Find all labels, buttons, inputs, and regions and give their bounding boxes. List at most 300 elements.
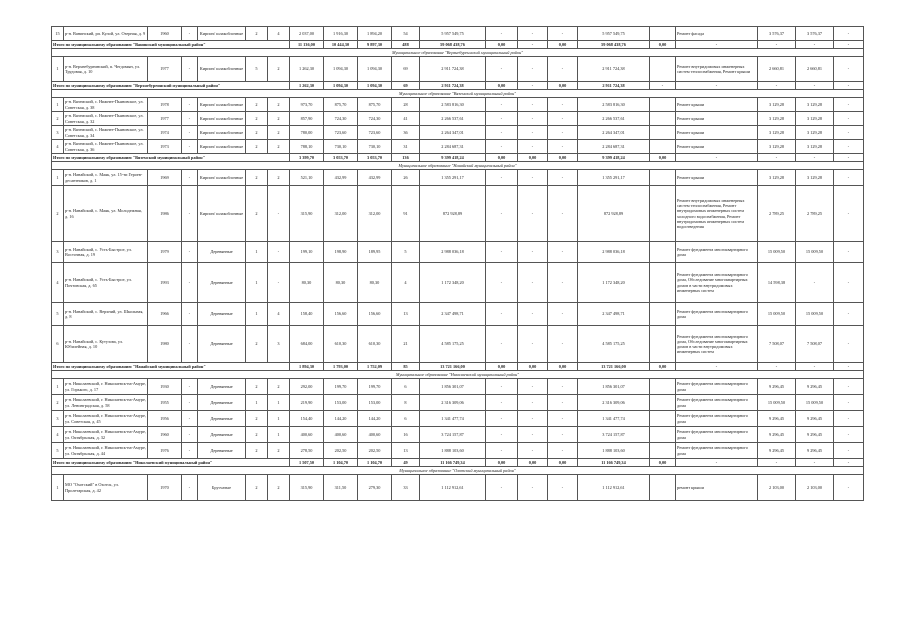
local-budget-cell: - bbox=[548, 263, 578, 303]
living-area-cell: 724,30 bbox=[358, 112, 392, 126]
subtotal-label: Итого по муниципальному образованию "Вяземский муниципальный район" bbox=[52, 154, 290, 162]
area-cell: 730,10 bbox=[324, 140, 358, 154]
deadline-cell: - bbox=[834, 427, 864, 443]
work-type-cell: Ремонт крыши bbox=[676, 170, 758, 186]
unit-cost-cell: 9 296,45 bbox=[758, 379, 796, 395]
regional-budget-cell: - bbox=[518, 263, 548, 303]
empty-cell bbox=[650, 140, 676, 154]
empty-cell bbox=[650, 186, 676, 242]
fund-cell: - bbox=[486, 475, 518, 501]
subtotal-living-area: 1 104,70 bbox=[358, 459, 392, 467]
total-area-cell: 780,00 bbox=[290, 126, 324, 140]
total-area-cell: 1 262,30 bbox=[290, 57, 324, 82]
living-area-cell: 1 094,30 bbox=[358, 57, 392, 82]
owners-funds-cell: 2 264 347,01 bbox=[578, 126, 650, 140]
owners-funds-cell: 2 316 309,06 bbox=[578, 395, 650, 411]
floors-cell: 2 bbox=[246, 27, 268, 41]
max-unit-cost-cell: 15 009,50 bbox=[796, 242, 834, 263]
unit-cost-cell: 2 103,00 bbox=[758, 475, 796, 501]
area-cell: 198,90 bbox=[324, 242, 358, 263]
row-number: 1 bbox=[52, 98, 64, 112]
floors-cell: 2 bbox=[246, 443, 268, 459]
area-cell: 432,99 bbox=[324, 170, 358, 186]
subtotal-local-budget: 0,00 bbox=[548, 154, 578, 162]
row-number: 2 bbox=[52, 112, 64, 126]
subtotal-residents: 49 bbox=[392, 459, 420, 467]
dash-cell: - bbox=[182, 379, 198, 395]
fund-cell: - bbox=[486, 170, 518, 186]
subtotal-local-budget: 0,00 bbox=[548, 41, 578, 49]
unit-cost-cell: 15 009,50 bbox=[758, 242, 796, 263]
total-area-cell: 199,10 bbox=[290, 242, 324, 263]
wall-material-cell: Брусчатые bbox=[198, 475, 246, 501]
row-number: 1 bbox=[52, 475, 64, 501]
living-area-cell: 432,99 bbox=[358, 170, 392, 186]
year-cell: 1956 bbox=[148, 411, 182, 427]
wall-material-cell: Деревянные bbox=[198, 443, 246, 459]
address-cell: р-н. Нанайский, с. Усть-Быстрое, ул. Восточная, д. 19 bbox=[64, 242, 148, 263]
address-cell: р-н. Верхнебуреинский, п. Чегдомын, ул. Трудовая, д. 10 bbox=[64, 57, 148, 82]
floors-cell: 2 bbox=[246, 170, 268, 186]
dash-cell: - bbox=[182, 303, 198, 326]
floors-cell: 2 bbox=[246, 427, 268, 443]
floors-cell: 2 bbox=[246, 98, 268, 112]
fund-cell: - bbox=[486, 112, 518, 126]
entrances-cell: 2 bbox=[268, 443, 290, 459]
dash-cell: - bbox=[182, 443, 198, 459]
entrances-cell: 1 bbox=[268, 411, 290, 427]
subtotal-living-area: 9 897,30 bbox=[358, 41, 392, 49]
area-cell: 202,50 bbox=[324, 443, 358, 459]
floors-cell: 1 bbox=[246, 395, 268, 411]
subtotal-row bbox=[52, 363, 864, 371]
year-cell: 1977 bbox=[148, 57, 182, 82]
residents-cell: 31 bbox=[392, 140, 420, 154]
local-budget-cell: - bbox=[548, 140, 578, 154]
cost-total-cell: 1 355 291,17 bbox=[420, 170, 486, 186]
entrances-cell: 1 bbox=[268, 427, 290, 443]
unit-cost-cell: 3 129,28 bbox=[758, 170, 796, 186]
dash-cell: - bbox=[182, 263, 198, 303]
section-heading: Муниципальное образование "Верхнебуреинский муниципальный район" bbox=[52, 49, 864, 57]
wall-material-cell: Кирпич/ шлакоблочные bbox=[198, 27, 246, 41]
year-cell: 1969 bbox=[148, 170, 182, 186]
max-unit-cost-cell: 9 296,45 bbox=[796, 411, 834, 427]
wall-material-cell: Кирпич/ шлакоблочные bbox=[198, 98, 246, 112]
entrances-cell: - bbox=[268, 242, 290, 263]
subtotal-max-unit-cost: - bbox=[796, 363, 834, 371]
subtotal-deadline: - bbox=[834, 459, 864, 467]
fund-cell: - bbox=[486, 126, 518, 140]
work-type-cell: Ремонт фундамента многоквартирного дома, Обследование многоквартирных домов в части внутридомовых инженерных систем bbox=[676, 326, 758, 363]
residents-cell: 6 bbox=[392, 411, 420, 427]
deadline-cell: - bbox=[834, 395, 864, 411]
empty-cell bbox=[650, 411, 676, 427]
section-heading-row bbox=[52, 162, 864, 170]
row-number: 1 bbox=[52, 57, 64, 82]
total-area-cell: 292,00 bbox=[290, 379, 324, 395]
table-row bbox=[52, 475, 864, 501]
fund-cell: - bbox=[486, 395, 518, 411]
table-row bbox=[52, 242, 864, 263]
area-cell: 1 094,30 bbox=[324, 57, 358, 82]
subtotal-regional-budget: - bbox=[518, 82, 548, 90]
wall-material-cell: Кирпич/ шлакоблочные bbox=[198, 186, 246, 242]
owners-funds-cell: 1 172 348,20 bbox=[578, 263, 650, 303]
subtotal-work: - bbox=[676, 363, 758, 371]
subtotal-cost: 11 166 749,34 bbox=[420, 459, 486, 467]
regional-budget-cell: - bbox=[518, 395, 548, 411]
row-number: 2 bbox=[52, 395, 64, 411]
subtotal-area: 1 094,30 bbox=[324, 82, 358, 90]
subtotal-cost: 59 068 438,76 bbox=[420, 41, 486, 49]
total-area-cell: 154,40 bbox=[290, 411, 324, 427]
section-heading-row bbox=[52, 49, 864, 57]
subtotal-cost: 13 721 166,00 bbox=[420, 363, 486, 371]
section-heading: Муниципальное образование "Охотский муниципальный район" bbox=[52, 467, 864, 475]
cost-total-cell: 1 112 912,61 bbox=[420, 475, 486, 501]
row-number: 2 bbox=[52, 186, 64, 242]
table-row bbox=[52, 379, 864, 395]
living-area-cell: 80,30 bbox=[358, 263, 392, 303]
max-unit-cost-cell: 9 296,45 bbox=[796, 427, 834, 443]
residents-cell: 36 bbox=[392, 126, 420, 140]
residents-cell: 91 bbox=[392, 186, 420, 242]
year-cell: 1993 bbox=[148, 263, 182, 303]
subtotal-owners-funds: 9 399 418,24 bbox=[578, 154, 650, 162]
entrances-cell: - bbox=[268, 186, 290, 242]
cost-total-cell: 2 266 537,61 bbox=[420, 112, 486, 126]
local-budget-cell: - bbox=[548, 57, 578, 82]
fund-cell: - bbox=[486, 186, 518, 242]
empty-cell bbox=[650, 27, 676, 41]
unit-cost-cell: 15 009,50 bbox=[758, 395, 796, 411]
row-number: 6 bbox=[52, 326, 64, 363]
area-cell: 144,20 bbox=[324, 411, 358, 427]
work-type-cell: Ремонт фундамента многоквартирного дома bbox=[676, 303, 758, 326]
unit-cost-cell: 14 598,38 bbox=[758, 263, 796, 303]
fund-cell: - bbox=[486, 303, 518, 326]
address-cell: р-н. Вяземский, с. Нижнее-Пьяновское, ул. Советская, д. 36 bbox=[64, 140, 148, 154]
subtotal-extra: - bbox=[650, 82, 676, 90]
wall-material-cell: Деревянные bbox=[198, 263, 246, 303]
entrances-cell: 2 bbox=[268, 475, 290, 501]
local-budget-cell: - bbox=[548, 170, 578, 186]
subtotal-local-budget: 0,00 bbox=[548, 363, 578, 371]
subtotal-fund: 0,00 bbox=[486, 82, 518, 90]
empty-cell bbox=[650, 326, 676, 363]
local-budget-cell: - bbox=[548, 112, 578, 126]
entrances-cell: 2 bbox=[268, 112, 290, 126]
living-area-cell: 144,20 bbox=[358, 411, 392, 427]
regional-budget-cell: - bbox=[518, 242, 548, 263]
table-row bbox=[52, 443, 864, 459]
area-cell: 153,00 bbox=[324, 395, 358, 411]
regional-budget-cell: - bbox=[518, 379, 548, 395]
subtotal-residents: 136 bbox=[392, 154, 420, 162]
total-area-cell: 278,50 bbox=[290, 443, 324, 459]
subtotal-area: 1 104,70 bbox=[324, 459, 358, 467]
max-unit-cost-cell: 2 660,81 bbox=[796, 57, 834, 82]
floors-cell: 1 bbox=[246, 303, 268, 326]
cost-total-cell: 1 856 301,07 bbox=[420, 379, 486, 395]
cost-total-cell: 2 988 036,18 bbox=[420, 242, 486, 263]
table-row bbox=[52, 112, 864, 126]
year-cell: 1960 bbox=[148, 27, 182, 41]
area-cell: 610,30 bbox=[324, 326, 358, 363]
table-row bbox=[52, 395, 864, 411]
subtotal-fund: 0,00 bbox=[486, 41, 518, 49]
living-area-cell: 199,70 bbox=[358, 379, 392, 395]
owners-funds-cell: 2 266 537,61 bbox=[578, 112, 650, 126]
max-unit-cost-cell: 15 009,50 bbox=[796, 395, 834, 411]
total-area-cell: 158,40 bbox=[290, 303, 324, 326]
work-type-cell: Ремонт фундамента многоквартирного дома bbox=[676, 242, 758, 263]
subtotal-total-area: 1 507,50 bbox=[290, 459, 324, 467]
empty-cell bbox=[650, 263, 676, 303]
local-budget-cell: - bbox=[548, 411, 578, 427]
area-cell: 875,70 bbox=[324, 98, 358, 112]
subtotal-extra: 0,00 bbox=[650, 41, 676, 49]
wall-material-cell: Деревянные bbox=[198, 242, 246, 263]
cost-total-cell: 2 264 347,01 bbox=[420, 126, 486, 140]
living-area-cell: 312,00 bbox=[358, 186, 392, 242]
subtotal-unit-cost: - bbox=[758, 154, 796, 162]
year-cell: 1976 bbox=[148, 443, 182, 459]
local-budget-cell: - bbox=[548, 27, 578, 41]
regional-budget-cell: - bbox=[518, 27, 548, 41]
living-area-cell: 189,95 bbox=[358, 242, 392, 263]
subtotal-max-unit-cost: - bbox=[796, 41, 834, 49]
address-cell: р-н. Нанайский, с. Маяк, ул. Молодежная, д. 16 bbox=[64, 186, 148, 242]
cost-total-cell: 2 583 816,30 bbox=[420, 98, 486, 112]
work-type-cell: ремонт крыши bbox=[676, 475, 758, 501]
year-cell: 1960 bbox=[148, 427, 182, 443]
subtotal-unit-cost: - bbox=[758, 82, 796, 90]
cost-total-cell: 872 928,89 bbox=[420, 186, 486, 242]
subtotal-work: - bbox=[676, 41, 758, 49]
section-heading-row bbox=[52, 90, 864, 98]
wall-material-cell: Деревянные bbox=[198, 395, 246, 411]
residents-cell: 21 bbox=[392, 326, 420, 363]
table-row bbox=[52, 98, 864, 112]
table-row bbox=[52, 411, 864, 427]
regional-budget-cell: - bbox=[518, 186, 548, 242]
empty-cell bbox=[650, 475, 676, 501]
living-area-cell: 610,30 bbox=[358, 326, 392, 363]
floors-cell: 2 bbox=[246, 379, 268, 395]
unit-cost-cell: 2 789,25 bbox=[758, 186, 796, 242]
deadline-cell: - bbox=[834, 242, 864, 263]
residents-cell: 8 bbox=[392, 395, 420, 411]
local-budget-cell: - bbox=[548, 475, 578, 501]
work-type-cell: Ремонт фундамента многоквартирного дома bbox=[676, 379, 758, 395]
owners-funds-cell: 2 284 687,31 bbox=[578, 140, 650, 154]
fund-cell: - bbox=[486, 263, 518, 303]
local-budget-cell: - bbox=[548, 303, 578, 326]
deadline-cell: - bbox=[834, 326, 864, 363]
dash-cell: - bbox=[182, 475, 198, 501]
work-type-cell: Ремонт фундамента многоквартирного дома bbox=[676, 411, 758, 427]
owners-funds-cell: 2 911 724,38 bbox=[578, 57, 650, 82]
dash-cell: - bbox=[182, 186, 198, 242]
address-cell: р-н. Нанайский, с. Кутузова, ул. Юбилейная, д. 10 bbox=[64, 326, 148, 363]
residents-cell: 4 bbox=[392, 263, 420, 303]
deadline-cell: - bbox=[834, 263, 864, 303]
subtotal-total-area: 1 894,30 bbox=[290, 363, 324, 371]
residents-cell: 69 bbox=[392, 57, 420, 82]
dash-cell: - bbox=[182, 395, 198, 411]
max-unit-cost-cell: 9 296,45 bbox=[796, 443, 834, 459]
living-area-cell: 723,60 bbox=[358, 126, 392, 140]
row-number: 4 bbox=[52, 140, 64, 154]
empty-cell bbox=[650, 170, 676, 186]
address-cell: р-н. Николаевский, г. Николаевск-на-Амуре, ул. Ленинградская, д. 58 bbox=[64, 395, 148, 411]
unit-cost-cell: 3 129,28 bbox=[758, 98, 796, 112]
table-row bbox=[52, 126, 864, 140]
regional-budget-cell: - bbox=[518, 427, 548, 443]
floors-cell: 1 bbox=[246, 263, 268, 303]
work-type-cell: Ремонт внутридомовых инженерных систем теплоснабжения, Ремонт внутридомовых инженерных систем холодного водоснабжения, Ремонт внутридомовых инженерных систем водоотведения bbox=[676, 186, 758, 242]
floors-cell: 2 bbox=[246, 326, 268, 363]
subtotal-area: 1 793,00 bbox=[324, 363, 358, 371]
subtotal-deadline: - bbox=[834, 41, 864, 49]
subtotal-living-area: 3 053,70 bbox=[358, 154, 392, 162]
owners-funds-cell: 3 724 157,87 bbox=[578, 427, 650, 443]
local-budget-cell: - bbox=[548, 326, 578, 363]
cost-total-cell: 2 284 687,31 bbox=[420, 140, 486, 154]
year-cell: 1978 bbox=[148, 98, 182, 112]
floors-cell: 2 bbox=[246, 186, 268, 242]
max-unit-cost-cell: 15 009,50 bbox=[796, 303, 834, 326]
section-heading-row bbox=[52, 371, 864, 379]
residents-cell: 13 bbox=[392, 303, 420, 326]
subtotal-residents: 69 bbox=[392, 82, 420, 90]
address-cell: р-н. Нанайский, с. Маяк, ул. 15-ти Героев-десантников, д. 1 bbox=[64, 170, 148, 186]
table-row bbox=[52, 27, 864, 41]
deadline-cell: - bbox=[834, 98, 864, 112]
entrances-cell: 2 bbox=[268, 170, 290, 186]
address-cell: р-н. Ванинский, рп. Кулой, ул. Озерная, д. 9 bbox=[64, 27, 148, 41]
work-type-cell: Ремонт фундамента многоквартирного дома bbox=[676, 427, 758, 443]
address-cell: р-н. Николаевский, г. Николаевск-на-Амуре, ул. Октябрьская, д. 44 bbox=[64, 443, 148, 459]
total-area-cell: 315,90 bbox=[290, 186, 324, 242]
empty-cell bbox=[650, 112, 676, 126]
total-area-cell: 80,30 bbox=[290, 263, 324, 303]
year-cell: 1955 bbox=[148, 395, 182, 411]
year-cell: 1973 bbox=[148, 140, 182, 154]
subtotal-owners-funds: 11 166 749,34 bbox=[578, 459, 650, 467]
floors-cell: 2 bbox=[246, 140, 268, 154]
dash-cell: - bbox=[182, 112, 198, 126]
entrances-cell: 2 bbox=[268, 140, 290, 154]
owners-funds-cell: 4 585 175,25 bbox=[578, 326, 650, 363]
year-cell: 1970 bbox=[148, 475, 182, 501]
total-area-cell: 2 037,00 bbox=[290, 27, 324, 41]
dash-cell: - bbox=[182, 126, 198, 140]
address-cell: МО "Охотский" в Охотск, ул. Пролетарская, д. 42 bbox=[64, 475, 148, 501]
max-unit-cost-cell: - bbox=[796, 263, 834, 303]
residents-cell: 6 bbox=[392, 379, 420, 395]
floors-cell: 2 bbox=[246, 112, 268, 126]
unit-cost-cell: 3 129,28 bbox=[758, 140, 796, 154]
total-area-cell: 857,90 bbox=[290, 112, 324, 126]
subtotal-label: Итого по муниципальному образованию "Верхнебуреинский муниципальный район" bbox=[52, 82, 290, 90]
owners-funds-cell: 5 957 549,75 bbox=[578, 27, 650, 41]
year-cell: 1979 bbox=[148, 242, 182, 263]
deadline-cell: - bbox=[834, 27, 864, 41]
floors-cell: 1 bbox=[246, 242, 268, 263]
unit-cost-cell: 7 508,07 bbox=[758, 326, 796, 363]
max-unit-cost-cell: 7 508,07 bbox=[796, 326, 834, 363]
owners-funds-cell: 1 856 301,07 bbox=[578, 379, 650, 395]
section-heading: Муниципальное образование "Нанайский муниципальный район" bbox=[52, 162, 864, 170]
total-area-cell: 315,90 bbox=[290, 475, 324, 501]
subtotal-max-unit-cost: - bbox=[796, 154, 834, 162]
table-row bbox=[52, 57, 864, 82]
deadline-cell: - bbox=[834, 411, 864, 427]
subtotal-work: - bbox=[676, 154, 758, 162]
subtotal-deadline: - bbox=[834, 154, 864, 162]
max-unit-cost-cell: 2 789,25 bbox=[796, 186, 834, 242]
local-budget-cell: - bbox=[548, 379, 578, 395]
wall-material-cell: Кирпич/ шлакоблочные bbox=[198, 112, 246, 126]
subtotal-owners-funds: 59 068 438,76 bbox=[578, 41, 650, 49]
cost-total-cell: 1 888 103,60 bbox=[420, 443, 486, 459]
cost-total-cell: 5 957 549,75 bbox=[420, 27, 486, 41]
max-unit-cost-cell: 9 296,45 bbox=[796, 379, 834, 395]
subtotal-max-unit-cost: - bbox=[796, 82, 834, 90]
cost-total-cell: 3 724 157,87 bbox=[420, 427, 486, 443]
subtotal-label: Итого по муниципальному образованию "Ванинский муниципальный район" bbox=[52, 41, 290, 49]
subtotal-fund: 0,00 bbox=[486, 363, 518, 371]
subtotal-regional-budget: 0,00 bbox=[518, 154, 548, 162]
area-cell: 724,30 bbox=[324, 112, 358, 126]
wall-material-cell: Деревянные bbox=[198, 303, 246, 326]
deadline-cell: - bbox=[834, 170, 864, 186]
deadline-cell: - bbox=[834, 112, 864, 126]
floors-cell: 2 bbox=[246, 475, 268, 501]
empty-cell bbox=[650, 443, 676, 459]
local-budget-cell: - bbox=[548, 427, 578, 443]
wall-material-cell: Деревянные bbox=[198, 326, 246, 363]
deadline-cell: - bbox=[834, 443, 864, 459]
subtotal-local-budget: 0,00 bbox=[548, 82, 578, 90]
subtotal-deadline: - bbox=[834, 82, 864, 90]
entrances-cell: 4 bbox=[268, 27, 290, 41]
subtotal-total-area: 3 399,70 bbox=[290, 154, 324, 162]
entrances-cell: - bbox=[268, 263, 290, 303]
max-unit-cost-cell: 3 129,28 bbox=[796, 170, 834, 186]
subtotal-extra: 0,00 bbox=[650, 459, 676, 467]
address-cell: р-н. Николаевский, г. Николаевск-на-Амуре, ул. Октябрьская, д. 32 bbox=[64, 427, 148, 443]
max-unit-cost-cell: 2 103,00 bbox=[796, 475, 834, 501]
cost-total-cell: 2 347 498,71 bbox=[420, 303, 486, 326]
living-area-cell: 156,60 bbox=[358, 303, 392, 326]
empty-cell bbox=[650, 427, 676, 443]
cost-total-cell: 1 172 348,20 bbox=[420, 263, 486, 303]
year-cell: 1966 bbox=[148, 303, 182, 326]
total-area-cell: 973,70 bbox=[290, 98, 324, 112]
fund-cell: - bbox=[486, 427, 518, 443]
work-type-cell: Ремонт внутридомовых инженерных систем теплоснабжения, Ремонт крыши bbox=[676, 57, 758, 82]
deadline-cell: - bbox=[834, 140, 864, 154]
subtotal-local-budget: 0,00 bbox=[548, 459, 578, 467]
area-cell: 1 916,30 bbox=[324, 27, 358, 41]
empty-cell bbox=[650, 57, 676, 82]
regional-budget-cell: - bbox=[518, 475, 548, 501]
deadline-cell: - bbox=[834, 186, 864, 242]
